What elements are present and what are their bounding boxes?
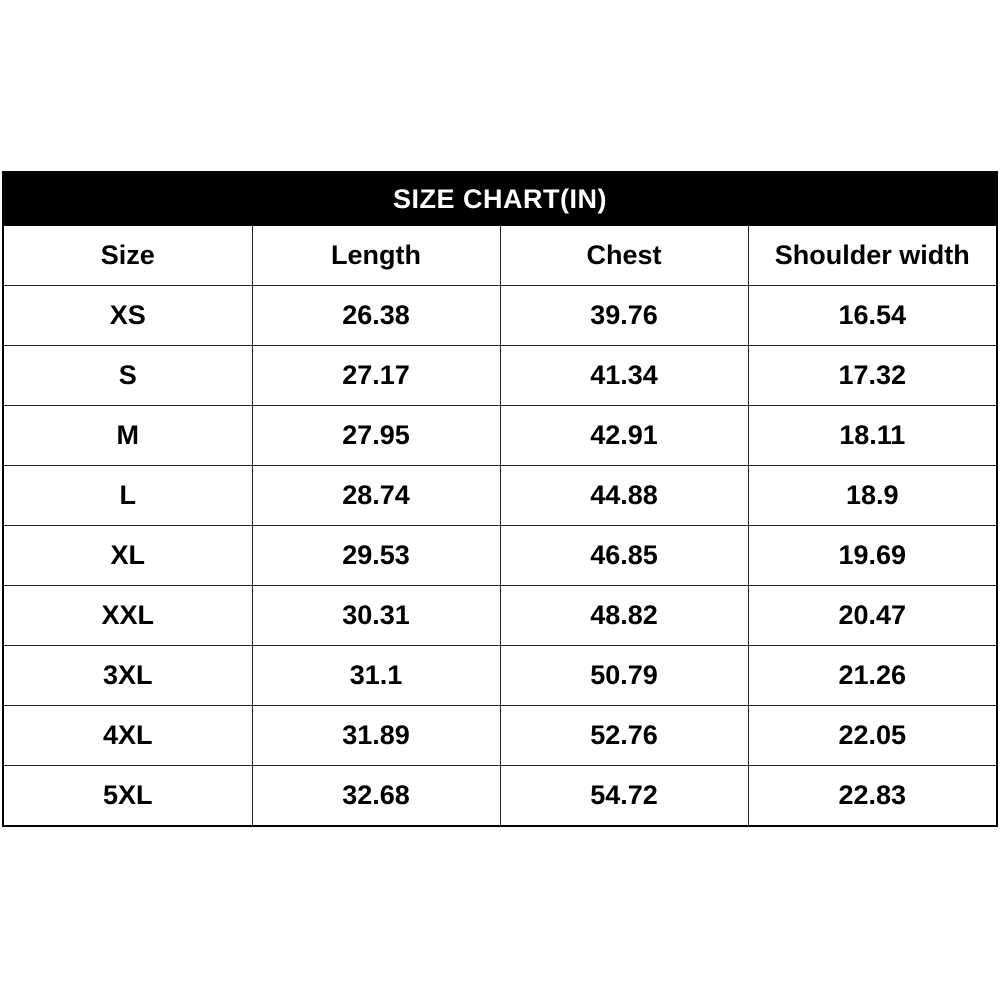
- cell-chest: 46.85: [500, 526, 748, 586]
- cell-length: 32.68: [252, 766, 500, 826]
- cell-chest: 48.82: [500, 586, 748, 646]
- table-row: [4, 766, 996, 826]
- cell-shoulder-width: 19.69: [748, 526, 996, 586]
- cell-size: S: [4, 346, 252, 406]
- cell-size: XXL: [4, 586, 252, 646]
- cell-length: 29.53: [252, 526, 500, 586]
- cell-shoulder-width: 22.05: [748, 706, 996, 766]
- cell-size: XS: [109, 300, 146, 330]
- cell-chest: 50.79: [500, 646, 748, 706]
- cell-shoulder-width: 21.26: [748, 646, 996, 706]
- size-table: [4, 226, 996, 825]
- table-row: [4, 586, 996, 646]
- cell-shoulder-width: 17.32: [748, 346, 996, 406]
- table-row: [4, 346, 996, 406]
- cell-size: L: [4, 466, 252, 526]
- cell-shoulder-width: 16.54: [748, 286, 996, 346]
- table-row: [4, 466, 996, 526]
- cell-shoulder-width: 18.11: [748, 406, 996, 466]
- cell-shoulder-width: 22.83: [748, 766, 996, 826]
- table-row: [4, 706, 996, 766]
- cell-size: 3XL: [4, 646, 252, 706]
- cell-chest: 44.88: [500, 466, 748, 526]
- cell-size: 5XL: [4, 766, 252, 826]
- cell-chest: 41.34: [500, 346, 748, 406]
- cell-length: 31.89: [252, 706, 500, 766]
- cell-length: 28.74: [252, 466, 500, 526]
- cell-size: M: [4, 406, 252, 466]
- cell-length: 27.17: [252, 346, 500, 406]
- table-row: [4, 406, 996, 466]
- cell-size: 4XL: [4, 706, 252, 766]
- cell-chest: 54.72: [500, 766, 748, 826]
- cell-length: 26.38: [252, 286, 500, 346]
- cell-length: 27.95: [252, 406, 500, 466]
- chart-title: SIZE CHART(IN): [4, 173, 996, 226]
- cell-shoulder-width: 20.47: [748, 586, 996, 646]
- header-row: [4, 226, 996, 286]
- cell-chest: 52.76: [500, 706, 748, 766]
- size-chart: [2, 171, 998, 827]
- table-row: [4, 286, 996, 346]
- table-row: [4, 526, 996, 586]
- cell-chest: 42.91: [500, 406, 748, 466]
- cell-length: 31.1: [252, 646, 500, 706]
- header-size: Size: [4, 226, 252, 286]
- header-length: Length: [252, 226, 500, 286]
- cell-size: XL: [4, 526, 252, 586]
- cell-length: 30.31: [252, 586, 500, 646]
- cell-chest: 39.76: [500, 286, 748, 346]
- table-row: [4, 646, 996, 706]
- header-chest: Chest: [500, 226, 748, 286]
- cell-shoulder-width: 18.9: [748, 466, 996, 526]
- header-shoulder-width: Shoulder width: [748, 226, 996, 286]
